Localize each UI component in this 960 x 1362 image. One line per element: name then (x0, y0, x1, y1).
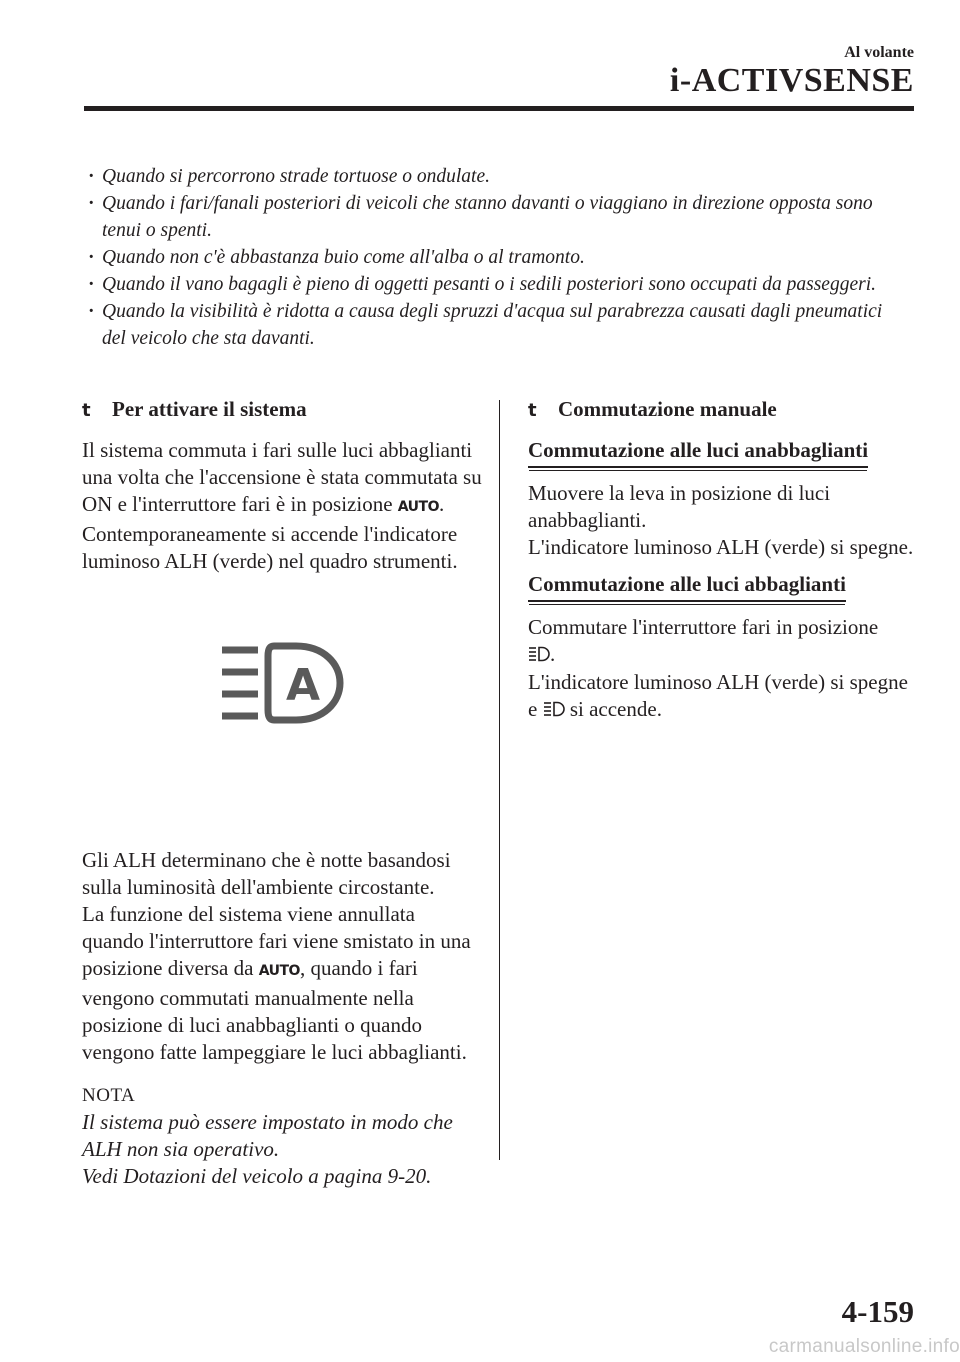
text-run: . (550, 642, 556, 666)
high-beam-icon (528, 642, 550, 669)
auto-switch-label: AUTO (397, 499, 439, 515)
section-heading-text: Commutazione manuale (558, 397, 777, 421)
section-marker-icon: t (528, 400, 537, 421)
page-title: i-ACTIVSENSE (669, 62, 914, 99)
watermark: carmanualsonline.info (768, 1336, 960, 1357)
text-run: . Contemporaneamente si accende l'indicatore luminoso ALH (verde) nel quadro strumenti. (82, 492, 458, 573)
list-item: · Quando non c'è abbastanza buio come all'alba o al tramonto. (86, 244, 906, 271)
text-run: Il sistema commuta i fari sulle luci abbaglianti una volta che l'accensione è stata commutata su ON e l'interruttore fari è in posizione (82, 438, 482, 516)
note-title: NOTA (82, 1085, 136, 1106)
list-item: · Quando la visibilità è ridotta a causa degli spruzzi d'acqua sul parabrezza causati dagli pneumatici del veicolo che sta davanti. (86, 298, 906, 352)
section-heading-text: Per attivare il sistema (112, 397, 307, 421)
page-number: 4-159 (841, 1294, 914, 1329)
subheading-low-beam: Commutazione alle luci anabbaglianti (528, 437, 868, 468)
header-section-label: Al volante (844, 44, 914, 61)
header-rule (84, 106, 914, 111)
condition-list (86, 163, 906, 352)
text-run: Commutare l'interruttore fari in posizione (528, 615, 879, 639)
subheading-high-beam: Commutazione alle luci abbaglianti (528, 571, 846, 602)
list-item: · Quando il vano bagagli è pieno di oggetti pesanti o i sedili posteriori sono occupati da passeggeri. (86, 271, 906, 298)
paragraph-low-beam-lever: Muovere la leva in posizione di luci anabbaglianti. (528, 481, 831, 532)
text-run: , quando i fari vengono commutati manualmente nella posizione di luci anabbaglianti o quando vengono fatte lampeggiare le luci abbaglianti. (82, 956, 467, 1064)
section-heading-manual (528, 396, 918, 424)
section-heading-activate (82, 396, 482, 424)
paragraph-high-beam-switch (528, 614, 918, 669)
list-item: · Quando si percorrono strade tortuose o ondulate. (86, 163, 906, 190)
text-run: si accende. (564, 697, 662, 721)
alh-indicator-icon (220, 640, 344, 726)
auto-switch-label: AUTO (258, 963, 300, 979)
paragraph-night-detection: Gli ALH determinano che è notte basandosi sulla luminosità dell'ambiente circostante. (82, 848, 451, 899)
note-line: Il sistema può essere impostato in modo che ALH non sia operativo. (82, 1110, 453, 1161)
high-beam-icon (543, 697, 565, 724)
right-column (528, 396, 918, 724)
text-run: L'indicatore luminoso ALH (verde) si spegne e (528, 670, 908, 721)
paragraph-high-beam-indicator (528, 669, 918, 724)
text-run: La funzione del sistema viene annullata quando l'interruttore fari viene smistato in una posizione diversa da (82, 902, 471, 980)
paragraph-low-beam-indicator: L'indicatore luminoso ALH (verde) si spegne. (528, 535, 914, 559)
list-item: · Quando i fari/fanali posteriori di veicoli che stanno davanti o viaggiano in direzione opposta sono tenui o spenti. (86, 190, 906, 244)
left-column (82, 396, 482, 1190)
note-link: Vedi Dotazioni del veicolo a pagina 9-20. (82, 1164, 432, 1188)
section-marker-icon: t (82, 400, 91, 421)
indicator-letter: A (285, 660, 321, 711)
paragraph-activation (82, 437, 482, 575)
paragraph-cancel (82, 901, 482, 1066)
column-divider (499, 400, 500, 1160)
